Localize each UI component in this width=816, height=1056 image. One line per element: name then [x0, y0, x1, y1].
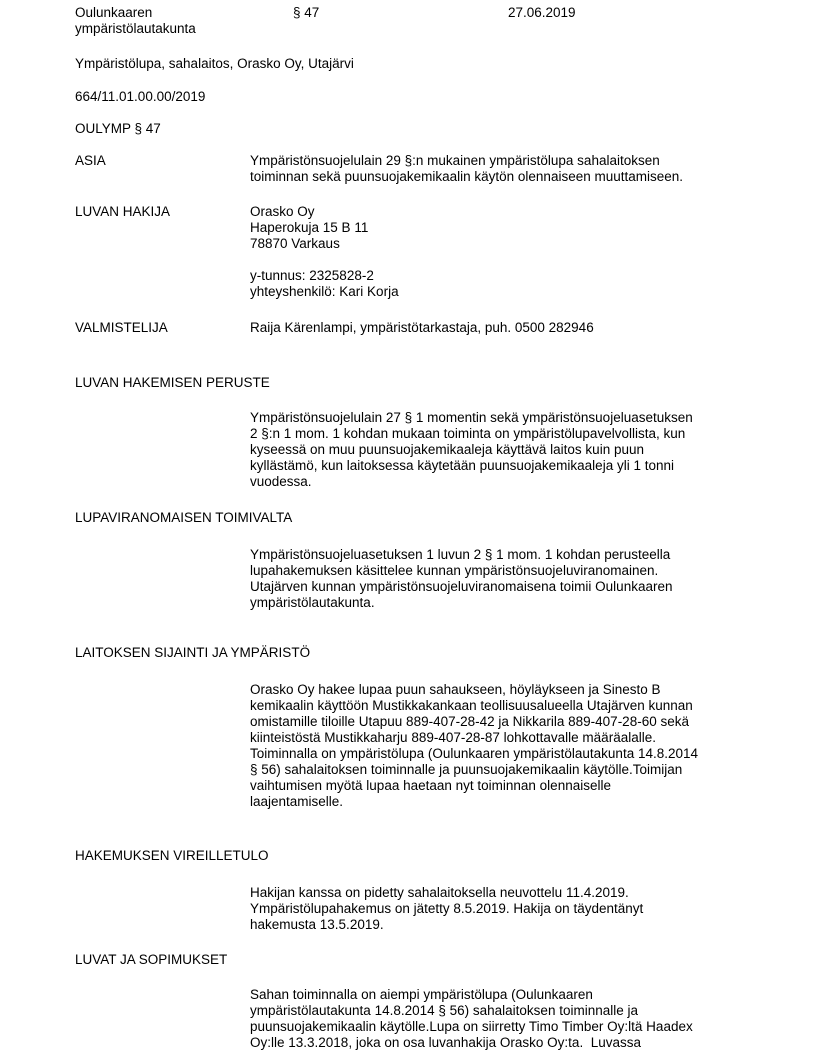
section-heading: LUVAN HAKEMISEN PERUSTE — [75, 375, 270, 390]
document-header — [75, 5, 796, 37]
info-value-valmistelija: Raija Kärenlampi, ympäristötarkastaja, puh. 0500 282946 — [250, 320, 594, 335]
info-value-asia: Ympäristönsuojelulain 29 §:n mukainen ympäristölupa sahalaitoksen toiminnan sekä puunsuojakemikaalin käytön olennaiseen muuttamiseen. — [250, 153, 684, 184]
info-label-luvan-hakija: LUVAN HAKIJA — [75, 204, 171, 219]
info-label-asia: ASIA — [75, 153, 106, 168]
section-paragraph: Ympäristönsuojelulain 27 § 1 momentin sekä ympäristönsuojeluasetuksen 2 §:n 1 mom. 1 kohdan mukaan toiminta on ympäristölupavelvollista, kun kyseessä on muu puunsuojakemikaaleja käyttävä laitos kuin puun kyllästämö, kun laitoksessa käytetään puunsuojakemikaaleja yli 1 tonni vuodessa. — [250, 410, 693, 489]
info-row-valmistelija — [75, 320, 796, 336]
diary-number: 664/11.01.00.00/2019 — [75, 89, 206, 104]
section-paragraph: Ympäristönsuojeluasetuksen 1 luvun 2 § 1 mom. 1 kohdan perusteella lupahakemuksen käsittelee kunnan ympäristönsuojeluviranomainen. Utajärven kunnan ympäristönsuojeluviranomaisena toimii Oulunkaaren ympäristölautakunta. — [250, 547, 673, 610]
info-row-asia — [75, 153, 796, 185]
organization-name: Oulunkaaren ympäristölautakunta — [75, 5, 196, 36]
case-reference: OULYMP § 47 — [75, 121, 161, 136]
info-value-luvan-hakija: Orasko Oy Haperokuja 15 B 11 78870 Varkaus y-tunnus: 2325828-2 yhteyshenkilö: Kari Korja — [250, 204, 399, 299]
section-luvan-hakemisen-peruste — [75, 375, 796, 490]
info-row-luvan-hakija — [75, 204, 796, 300]
section-paragraph: Orasko Oy hakee lupaa puun sahaukseen, höyläykseen ja Sinesto B kemikaalin käyttöön Mustikkakankaan teollisuusalueella Utajärven kunnan omistamille tiloille Utapuu 889-407-28-42 ja Nikkarila 889-407-28-60 sekä kiinteistöstä Mustikkaharju 889-407-28-87 lohkottavalle määräalalle. Toiminnalla on ympäristölupa (Oulunkaaren ympäristölautakunta 14.8.2014 § 56) sahalaitoksen toiminnalle ja puunsuojakemikaalin käytölle.Toimijan vaihtumisen myötä lupaa haetaan nyt toiminnan olennaiselle laajentamiselle. — [250, 682, 699, 809]
section-paragraph: Hakijan kanssa on pidetty sahalaitoksella neuvottelu 11.4.2019. Ympäristölupahakemus on jätetty 8.5.2019. Hakija on täydentänyt hakemusta 13.5.2019. — [250, 885, 644, 932]
section-heading: HAKEMUKSEN VIREILLETULO — [75, 848, 269, 863]
section-heading: LAITOKSEN SIJAINTI JA YMPÄRISTÖ — [75, 645, 311, 660]
paragraph-number: § 47 — [293, 5, 320, 20]
info-label-valmistelija: VALMISTELIJA — [75, 320, 168, 335]
document-date: 27.06.2019 — [508, 5, 576, 20]
section-heading: LUVAT JA SOPIMUKSET — [75, 952, 228, 967]
section-heading: LUPAVIRANOMAISEN TOIMIVALTA — [75, 510, 293, 525]
section-hakemuksen-vireilletulo — [75, 848, 796, 933]
section-laitoksen-sijainti — [75, 645, 796, 810]
document-title: Ympäristölupa, sahalaitos, Orasko Oy, Utajärvi — [75, 56, 354, 71]
section-paragraph: Sahan toiminnalla on aiempi ympäristölupa (Oulunkaaren ympäristölautakunta 14.8.2014 § 56) sahalaitoksen toiminnalle ja puunsuojakemikaalin käytölle.Lupa on siirretty Timo Timber Oy:ltä Haadex Oy:lle 13.3.2018, joka on osa luvanhakija Orasko Oy:ta. Luvassa — [250, 987, 693, 1050]
section-luvat-ja-sopimukset — [75, 952, 796, 1051]
section-lupaviranomaisen-toimivalta — [75, 510, 796, 611]
